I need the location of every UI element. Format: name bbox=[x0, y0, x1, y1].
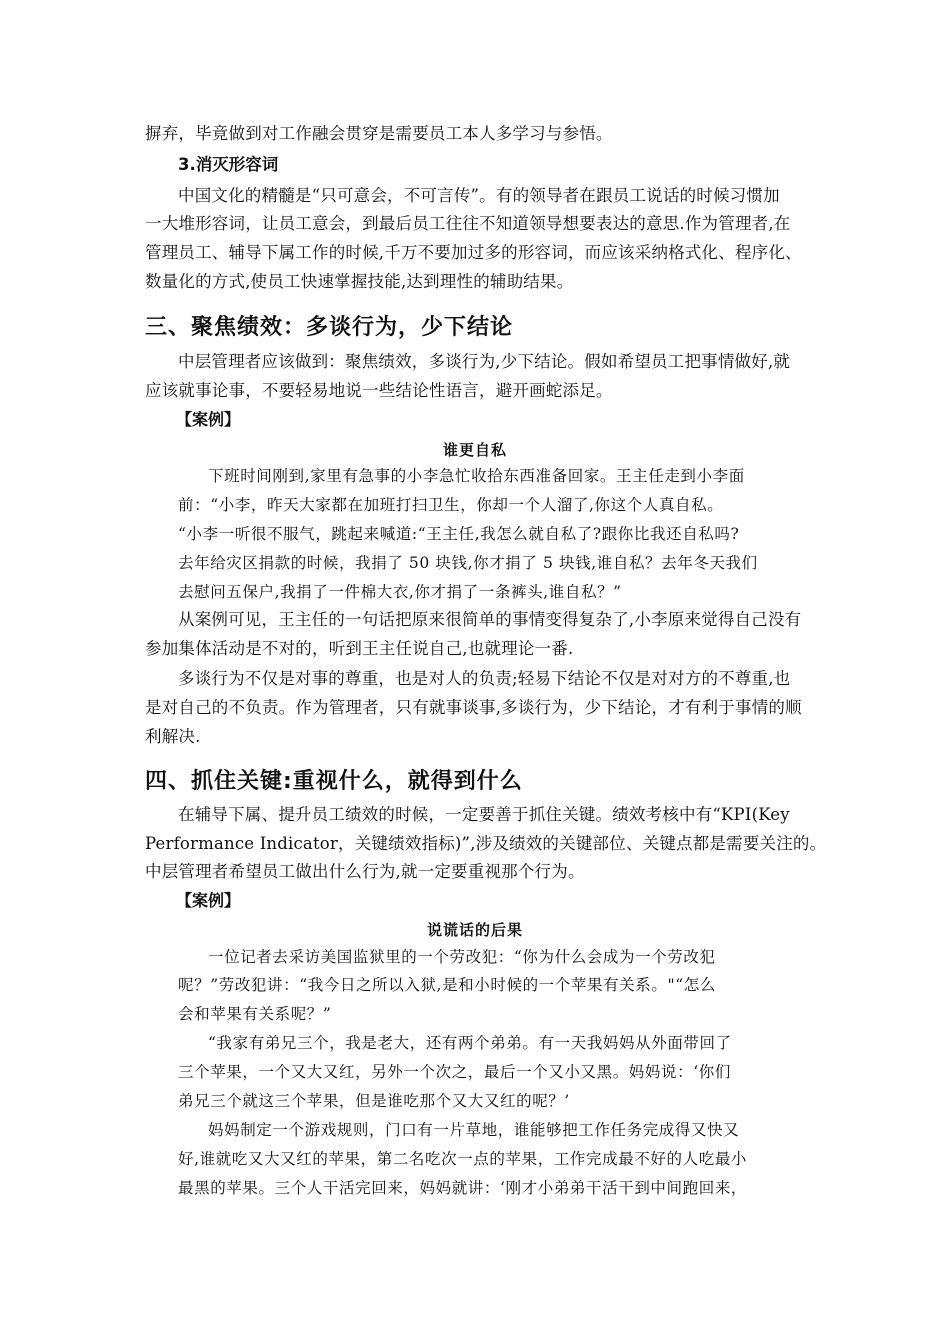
paragraph-line: 一大堆形容词，让员工意会，到最后员工往往不知道领导想要表达的意思.作为管理者,在 bbox=[145, 214, 791, 233]
subheading-3: 3.消灭形容词 bbox=[178, 155, 279, 174]
case-line: 前：“小李，昨天大家都在加班打扫卫生，你却一个人溜了,你这个人真自私。 bbox=[178, 496, 724, 514]
paragraph-line: 应该就事论事，不要轻易地说一些结论性语言，避开画蛇添足。 bbox=[145, 381, 613, 400]
case-line: 三个苹果，一个又大又红，另外一个次之，最后一个又小又黑。妈妈说：‘你们 bbox=[178, 1063, 731, 1081]
case-line: 最黑的苹果。三个人干活完回来，妈妈就讲：‘刚才小弟弟干活干到中间跑回来， bbox=[178, 1179, 748, 1197]
case-line: 弟兄三个就这三个苹果，但是谁吃那个又大又红的呢？’ bbox=[178, 1092, 570, 1110]
paragraph-line: 利解决. bbox=[145, 727, 201, 746]
paragraph-line: 在辅导下属、提升员工绩效的时候，一定要善于抓住关键。绩效考核中有“KPI(Key bbox=[178, 805, 790, 824]
paragraph-line: 摒弃，毕竟做到对工作融会贯穿是需要员工本人多学习与参悟。 bbox=[145, 124, 613, 143]
paragraph-line: 数量化的方式,使员工快速掌握技能,达到理性的辅助结果。 bbox=[145, 272, 574, 291]
case-line: 会和苹果有关系呢？” bbox=[178, 1005, 332, 1023]
paragraph-line: 多谈行为不仅是对事的尊重，也是对人的负责;轻易下结论不仅是对对方的不尊重,也 bbox=[178, 669, 791, 688]
case-title: 谁更自私 bbox=[442, 441, 507, 459]
case-line: 去年给灾区捐款的时候，我捐了 50 块钱,你才捐了 5 块钱,谁自私？去年冬天我们 bbox=[178, 554, 758, 572]
case-line: 呢？”劳改犯讲：“我今日之所以入狱,是和小时候的一个苹果有关系。"“怎么 bbox=[178, 976, 716, 994]
paragraph-line: 中层管理者希望员工做出什么行为,就一定要重视那个行为。 bbox=[145, 862, 585, 881]
paragraph-line: 参加集体活动是不对的，听到王主任说自己,也就理论一番. bbox=[145, 639, 574, 658]
paragraph-line: 中层管理者应该做到：聚焦绩效，多谈行为,少下结论。假如希望员工把事情做好,就 bbox=[178, 352, 791, 371]
paragraph-line: 从案例可见，王主任的一句话把原来很简单的事情变得复杂了,小李原来觉得自己没有 bbox=[178, 610, 802, 629]
case-line: “小李一听很不服气，跳起来喊道:“王主任,我怎么就自私了?跟你比我还自私吗? bbox=[178, 525, 740, 543]
case-line: 一位记者去采访美国监狱里的一个劳改犯：“你为什么会成为一个劳改犯 bbox=[208, 948, 716, 966]
paragraph-line: 中国文化的精髓是“只可意会，不可言传”。有的领导者在跟员工说话的时候习惯加 bbox=[178, 186, 780, 205]
case-line: 下班时间刚到,家里有急事的小李急忙收拾东西准备回家。王主任走到小李面 bbox=[208, 467, 745, 485]
case-line: 好,谁就吃又大又红的苹果，第二名吃次一点的苹果，工作完成最不好的人吃最小 bbox=[178, 1150, 748, 1168]
case-tag: 【案例】 bbox=[176, 891, 241, 910]
case-line: “我家有弟兄三个，我是老大，还有两个弟弟。有一天我妈妈从外面带回了 bbox=[208, 1034, 732, 1052]
paragraph-line: 管理员工、辅导下属工作的时候,千万不要加过多的形容词，而应该采纳格式化、程序化、 bbox=[145, 243, 802, 262]
case-line: 去慰问五保户,我捐了一件棉大衣,你才捐了一条裤头,谁自私？” bbox=[178, 583, 622, 601]
section-heading-4: 四、抓住关键:重视什么，就得到什么 bbox=[145, 769, 523, 794]
paragraph-line: Performance Indicator，关键绩效指标)”,涉及绩效的关键部位、关键点都是需要关注的。 bbox=[145, 834, 827, 853]
case-line: 妈妈制定一个游戏规则，门口有一片草地，谁能够把工作任务完成得又快又 bbox=[208, 1121, 740, 1139]
section-heading-3: 三、聚焦绩效：多谈行为，少下结论 bbox=[145, 315, 514, 340]
paragraph-line: 是对自己的不负责。作为管理者，只有就事谈事,多谈行为，少下结论，才有利于事情的顺 bbox=[145, 698, 802, 717]
case-tag: 【案例】 bbox=[176, 410, 241, 429]
case-title: 说谎话的后果 bbox=[426, 921, 523, 939]
